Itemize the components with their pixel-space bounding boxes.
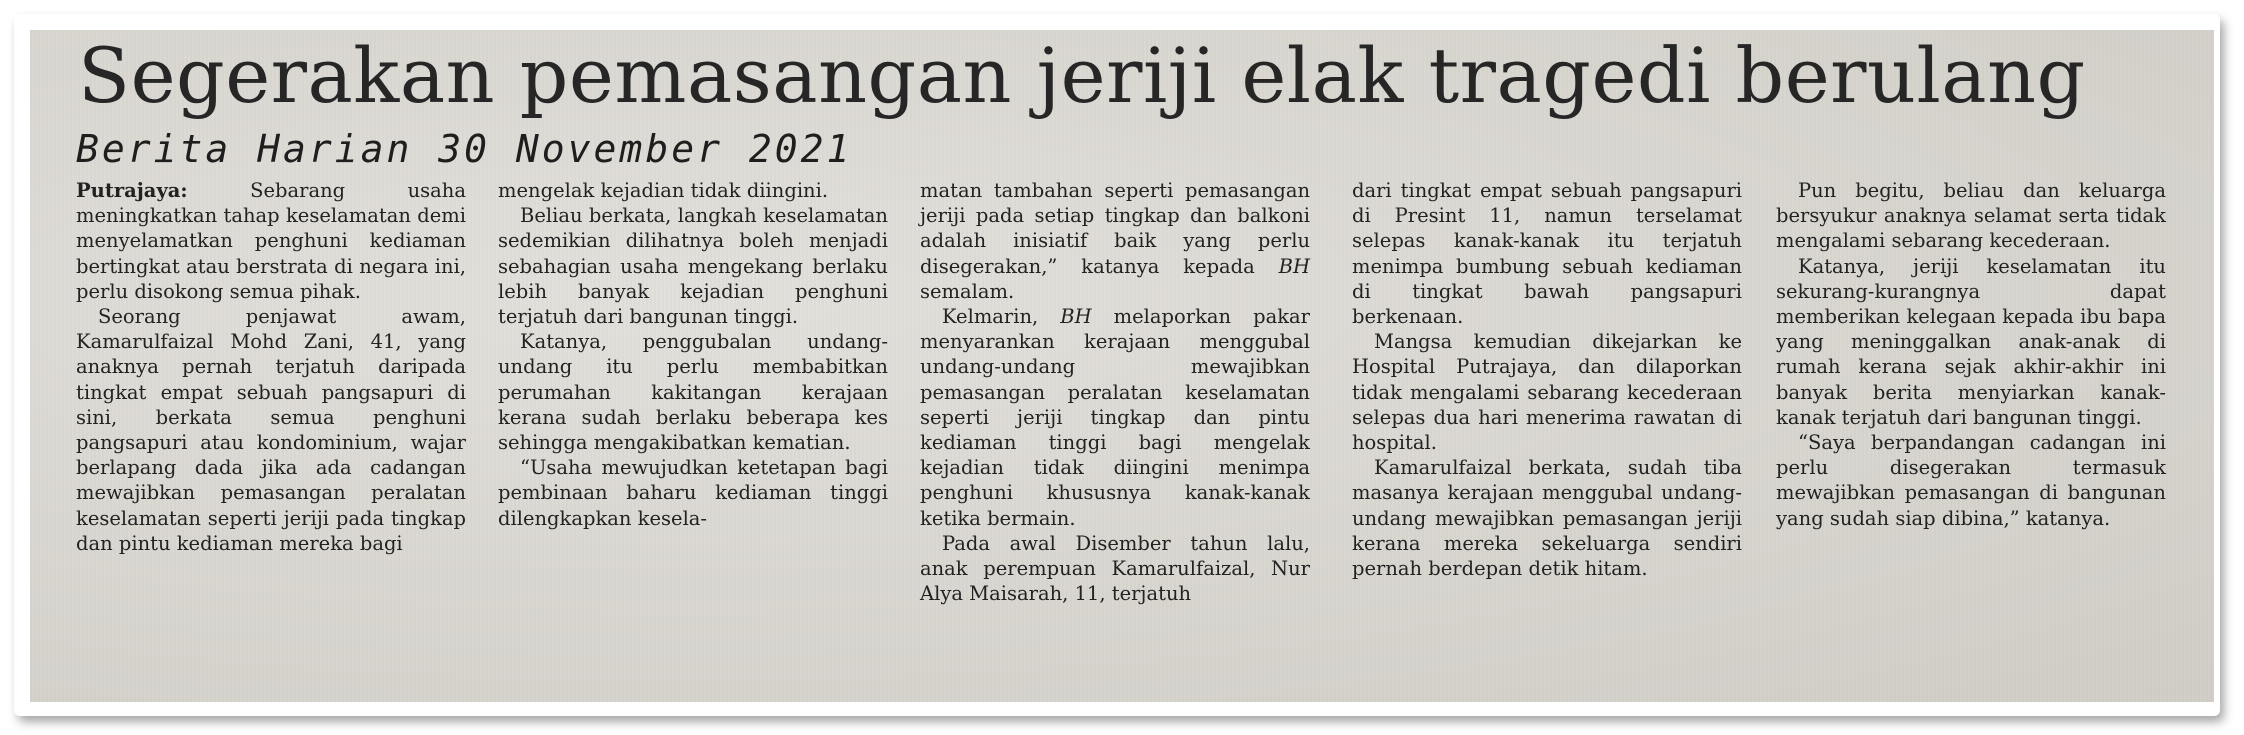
article-paragraph: Pun begitu, beliau dan keluarga bersyukur anaknya selamat serta tidak mengalami sebarang kecederaan. [1776,179,2166,253]
newspaper-clipping [30,30,2214,702]
article-paragraph: Kamarulfaizal berkata, sudah tiba masanya kerajaan menggubal undang-undang mewajibkan pemasangan jeriji kerana mereka sekeluarga sendiri pernah berdepan detik hitam. [1352,456,1742,581]
article-paragraph: Pada awal Disember tahun lalu, anak perempuan Kamarulfaizal, Nur Alya Maisarah, 11, terjatuh [920,531,1310,606]
article-paragraph [76,178,466,304]
article-column-3 [920,178,1310,606]
article-paragraph: Seorang penjawat awam, Kamarulfaizal Mohd Zani, 41, yang anaknya pernah terjatuh daripada tingkat empat sebuah pangsapuri di sini, berkata semua penghuni pangsapuri atau kondominium, wajar berlapang dada jika ada cadangan mewajibkan pemasangan peralatan keselamatan seperti jeriji pada tingkap dan pintu kediaman mereka bagi [76,305,466,555]
article-paragraph: Mangsa kemudian dikejarkan ke Hospital Putrajaya, dan dilaporkan tidak mengalami sebarang kecederaan selepas dua hari menerima rawatan di hospital. [1352,330,1742,455]
article-column-2 [498,178,888,531]
paragraph-text: Sebarang usaha meningkatkan tahap keselamatan demi menyelamatkan penghuni kediaman bertingkat atau berstrata di negara ini, perlu disokong semua pihak. [76,179,466,303]
article-paragraph: dari tingkat empat sebuah pangsapuri di Presint 11, namun terselamat selepas kanak-kanak itu terjatuh menimpa bumbung sebuah kediaman di tingkat bawah pangsapuri berkenaan. [1352,179,1742,329]
article-paragraph: “Saya berpandangan cadangan ini perlu disegerakan termasuk mewajibkan pemasangan di bangunan yang sudah siap dibina,” katanya. [1776,431,2166,530]
paragraph-text: melaporkan pakar menyarankan kerajaan menggubal undang-undang mewajibkan pemasangan peralatan keselamatan seperti jeriji tingkap dan pintu kediaman tinggi bagi mengelak kejadian tidak diingini menimpa penghuni khususnya kanak-kanak ketika bermain. [920,305,1310,530]
article-column-4 [1352,178,1742,581]
article-paragraph: Beliau berkata, langkah keselamatan sedemikian dilihatnya boleh menjadi sebahagian usaha mengekang berlaku lebih banyak kejadian penghuni terjatuh dari bangunan tinggi. [498,204,888,329]
source-dateline: Berita Harian 30 November 2021 [76,127,853,171]
paragraph-text: matan tambahan seperti pemasangan jeriji pada setiap tingkap dan balkoni adalah inisiatif baik yang perlu disegerakan,” katanya kepada [920,179,1310,278]
article-paragraph: “Usaha mewujudkan ketetapan bagi pembinaan baharu kediaman tinggi dilengkapkan kesela- [498,456,888,530]
paragraph-text: Kelmarin, [942,305,1061,329]
article-paragraph [920,178,1310,304]
article-paragraph: mengelak kejadian tidak diingini. [498,179,829,202]
headline: Segerakan pemasangan jeriji elak tragedi berulang [78,31,2086,120]
publication-abbrev: BH [1278,254,1310,278]
article-paragraph [920,304,1310,531]
article-paragraph: Katanya, penggubalan undang-undang itu perlu membabitkan perumahan kakitangan kerajaan kerana sudah berlaku beberapa kes sehingga mengakibatkan kematian. [498,330,888,455]
place-dateline: Putrajaya: [76,179,188,202]
publication-abbrev: BH [1060,305,1092,329]
article-column-1 [76,178,466,556]
article-body [76,178,2180,678]
article-paragraph: Katanya, jeriji keselamatan itu sekurang-kurangnya dapat memberikan kelegaan kepada ibu bapa yang meninggalkan anak-anak di rumah kerana sejak akhir-akhir ini banyak berita menyiarkan kanak-kanak terjatuh dari bangunan tinggi. [1776,254,2166,429]
paragraph-text: semalam. [920,279,1015,303]
article-column-5 [1776,178,2166,531]
